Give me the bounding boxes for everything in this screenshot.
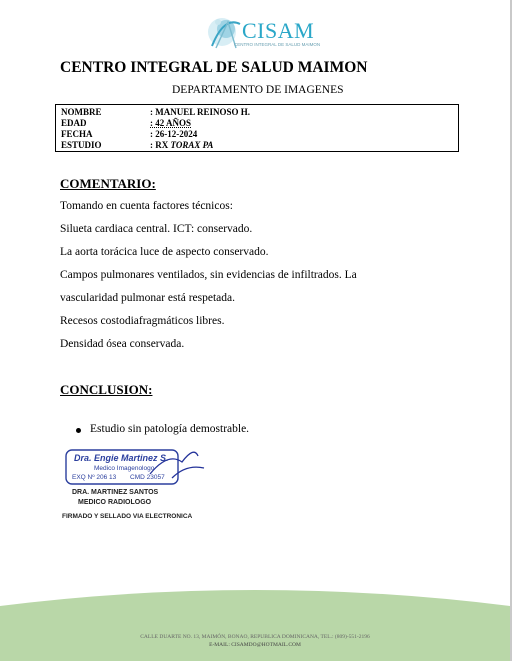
patient-age-value: : 42 AÑOS [150, 118, 192, 128]
info-row-date [56, 129, 458, 140]
info-label: NOMBRE [61, 107, 102, 117]
document-title: CENTRO INTEGRAL DE SALUD MAIMON [60, 59, 368, 76]
info-row-name [56, 107, 458, 118]
info-label: FECHA [61, 129, 93, 139]
footer-wave [0, 588, 510, 661]
comment-heading: COMENTARIO: [60, 176, 156, 191]
info-label: ESTUDIO [61, 140, 102, 150]
comment-line: Campos pulmonares ventilados, sin evidencias de infiltrados. La [60, 269, 357, 281]
signer-name: DRA. MARTINEZ SANTOS [72, 489, 159, 496]
department-name: DEPARTAMENTO DE IMAGENES [172, 84, 344, 96]
study-date-value: : 26-12-2024 [150, 129, 198, 139]
patient-info-box [55, 104, 459, 152]
logo-text: CISAM [242, 18, 315, 43]
conclusion-heading: CONCLUSION: [60, 382, 153, 397]
conclusion-item: Estudio sin patología demostrable. [90, 423, 250, 435]
stamp-exequatur: EXQ Nº 206 13 [72, 474, 117, 481]
cisam-logo [206, 12, 324, 52]
signature-note: FIRMADO Y SELLADO VIA ELECTRONICA [62, 513, 193, 520]
info-label: EDAD [61, 118, 87, 128]
comment-line: La aorta torácica luce de aspecto conservado. [60, 246, 269, 258]
comment-line: Recesos costodiafragmáticos libres. [60, 315, 225, 327]
comment-line: vascularidad pulmonar está respetada. [60, 292, 235, 304]
signature-stamp [64, 444, 214, 486]
footer-address: CALLE DUARTE NO. 13, MAIMÓN, BONAO, REPUBLICA DOMINICANA, TEL.: (809)-551-2196 [140, 634, 370, 640]
study-type-italic: TORAX PA [170, 140, 214, 150]
comment-line: Densidad ósea conservada. [60, 338, 185, 350]
stamp-cmd: CMD 23057 [130, 474, 165, 481]
study-type-prefix: : RX [150, 140, 171, 150]
stamp-role: Medico Imagenologo [94, 465, 155, 472]
study-type-value [150, 140, 213, 151]
signer-title: MEDICO RADIOLOGO [78, 499, 152, 506]
patient-name-value: : MANUEL REINOSO H. [150, 107, 251, 117]
info-row-age [56, 118, 458, 129]
stamp-name: Dra. Engie Martinez S. [74, 453, 169, 463]
footer-email[interactable]: E-MAIL: CISAMDO@HOTMAIL.COM [209, 642, 301, 648]
info-row-study [56, 140, 458, 151]
comment-line: Tomando en cuenta factores técnicos: [60, 200, 233, 212]
bullet-icon [76, 428, 81, 433]
comment-line: Silueta cardiaca central. ICT: conservado. [60, 223, 253, 235]
logo-subtitle: CENTRO INTEGRAL DE SALUD MAIMON [234, 42, 321, 47]
